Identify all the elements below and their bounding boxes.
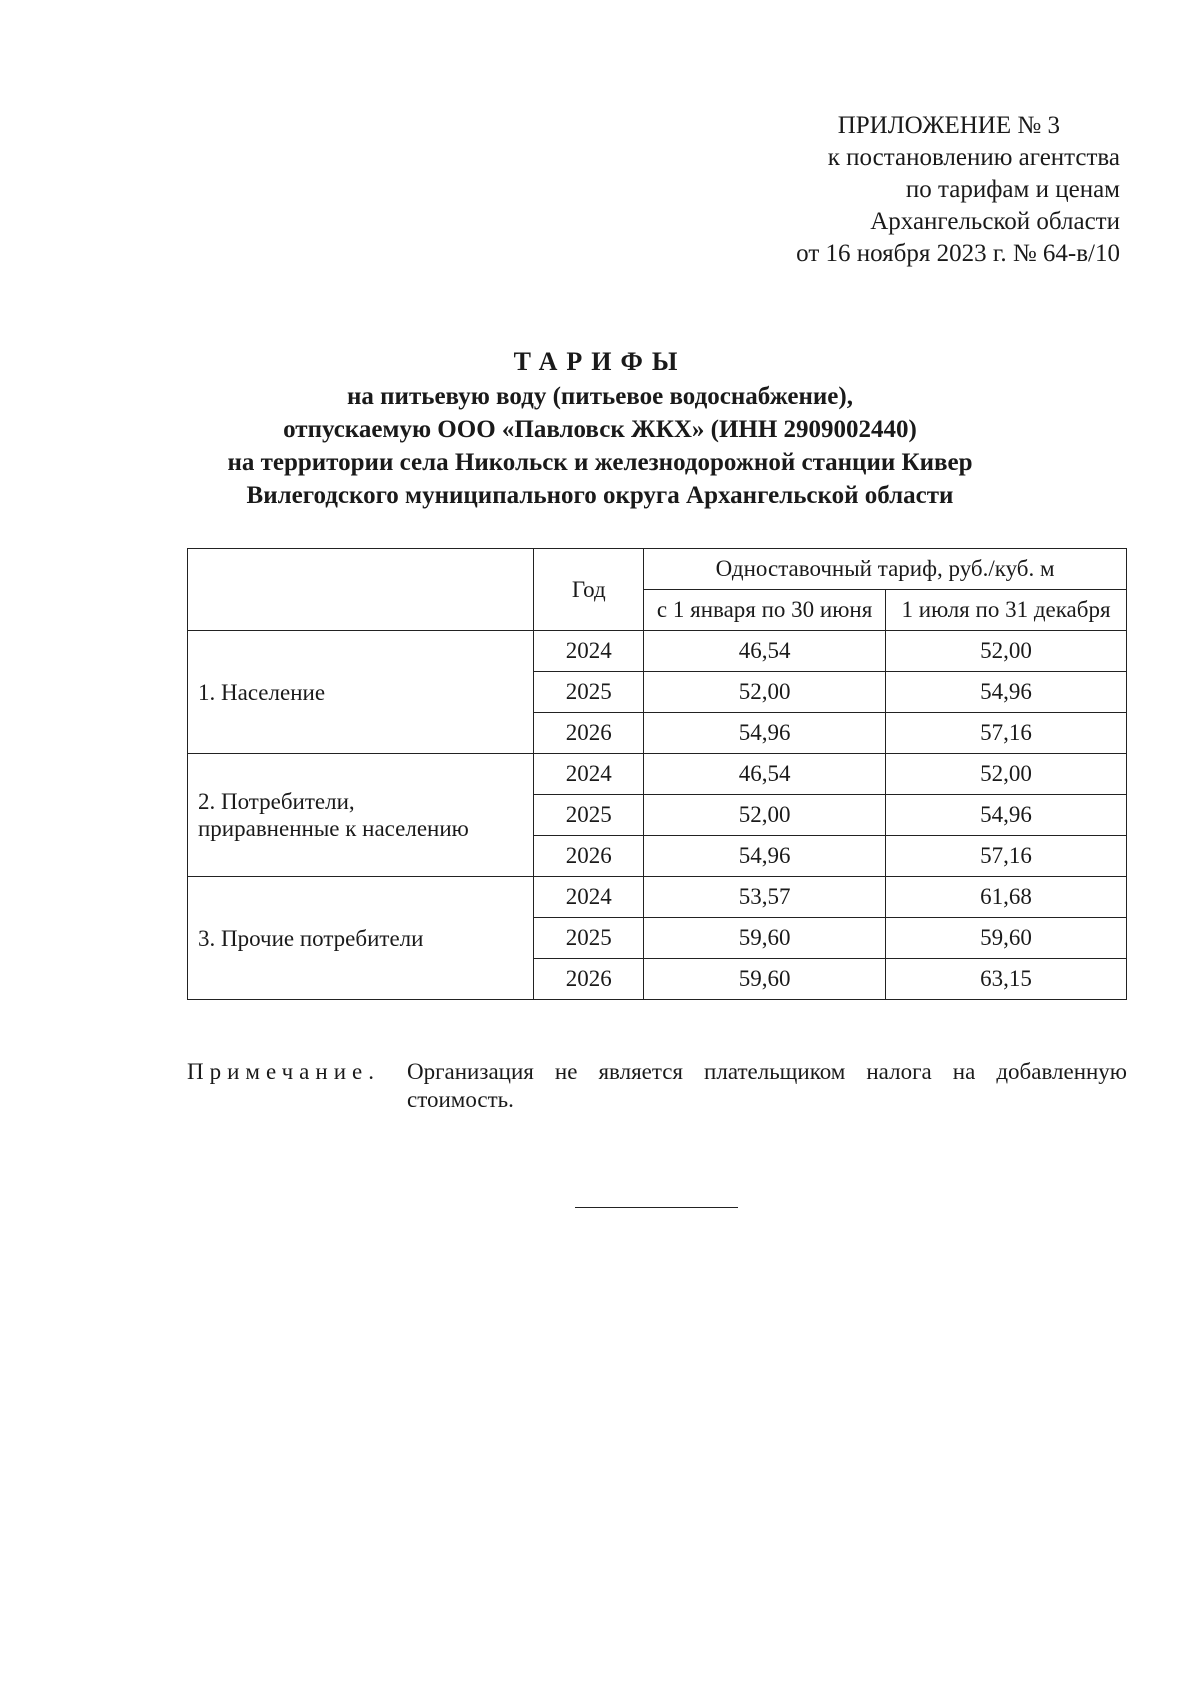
title-line: на территории села Никольск и железнодорожной станции Кивер — [227, 449, 973, 476]
tariff-h2-cell: 57,16 — [886, 836, 1127, 877]
table-row — [188, 754, 1127, 795]
tariff-h2-cell: 54,96 — [886, 672, 1127, 713]
annex-number: ПРИЛОЖЕНИЕ № 3 — [837, 112, 1060, 139]
header-tariff: Одноставочный тариф, руб./куб. м — [644, 549, 1127, 590]
tariff-h1-cell: 54,96 — [644, 713, 886, 754]
end-divider — [575, 1207, 738, 1208]
year-cell: 2024 — [534, 877, 644, 918]
table-row — [188, 877, 1127, 918]
category-other-consumers — [188, 877, 534, 1000]
tariff-h1-cell: 54,96 — [644, 836, 886, 877]
category-equivalent-consumers — [188, 754, 534, 877]
tariff-h1-cell: 52,00 — [644, 672, 886, 713]
year-cell: 2026 — [534, 836, 644, 877]
title-line: Вилегодского муниципального округа Архангельской области — [246, 482, 954, 509]
tariff-h2-cell: 59,60 — [886, 918, 1127, 959]
tariff-h1-cell: 59,60 — [644, 918, 886, 959]
category-label: 2. Потребители, — [198, 789, 355, 814]
year-cell: 2026 — [534, 713, 644, 754]
header-year: Год — [534, 549, 644, 631]
year-cell: 2025 — [534, 918, 644, 959]
annex-line: Архангельской области — [870, 208, 1120, 235]
category-label: 3. Прочие потребители — [198, 925, 424, 951]
title-line: на питьевую воду (питьевое водоснабжение), — [347, 383, 853, 410]
category-label: 1. Население — [198, 679, 326, 705]
tariff-table — [187, 548, 1127, 1000]
tariff-h2-cell: 61,68 — [886, 877, 1127, 918]
header-empty-cell — [188, 549, 534, 631]
year-cell: 2025 — [534, 672, 644, 713]
title-main: ТАРИФЫ — [513, 347, 687, 376]
tariff-h2-cell: 52,00 — [886, 754, 1127, 795]
annex-line: к постановлению агентства — [827, 144, 1120, 171]
title-line: отпускаемую ООО «Павловск ЖКХ» (ИНН 2909002440) — [283, 416, 917, 443]
header-period-1: с 1 января по 30 июня — [644, 590, 886, 631]
note-text: Организация не является плательщиком налога на добавленную стоимость. — [407, 1059, 1127, 1112]
table-row — [188, 631, 1127, 672]
year-cell: 2025 — [534, 795, 644, 836]
tariff-h2-cell: 54,96 — [886, 795, 1127, 836]
tariff-h1-cell: 53,57 — [644, 877, 886, 918]
tariff-h2-cell: 63,15 — [886, 959, 1127, 1000]
year-cell: 2026 — [534, 959, 644, 1000]
category-label: приравненные к населению — [198, 816, 469, 841]
tariff-h2-cell: 52,00 — [886, 631, 1127, 672]
tariff-h1-cell: 46,54 — [644, 631, 886, 672]
tariff-h2-cell: 57,16 — [886, 713, 1127, 754]
note-label: Примечание. — [187, 1059, 380, 1084]
annex-header — [690, 110, 1120, 270]
tariff-h1-cell: 52,00 — [644, 795, 886, 836]
document-title — [150, 345, 1050, 512]
annex-date-number: от 16 ноября 2023 г. № 64-в/10 — [796, 240, 1120, 267]
tariff-h1-cell: 46,54 — [644, 754, 886, 795]
tariff-h1-cell: 59,60 — [644, 959, 886, 1000]
category-population — [188, 631, 534, 754]
year-cell: 2024 — [534, 631, 644, 672]
note — [187, 1058, 1127, 1114]
header-period-2: 1 июля по 31 декабря — [886, 590, 1127, 631]
annex-line: по тарифам и ценам — [905, 176, 1120, 203]
year-cell: 2024 — [534, 754, 644, 795]
table-header-row — [188, 549, 1127, 590]
